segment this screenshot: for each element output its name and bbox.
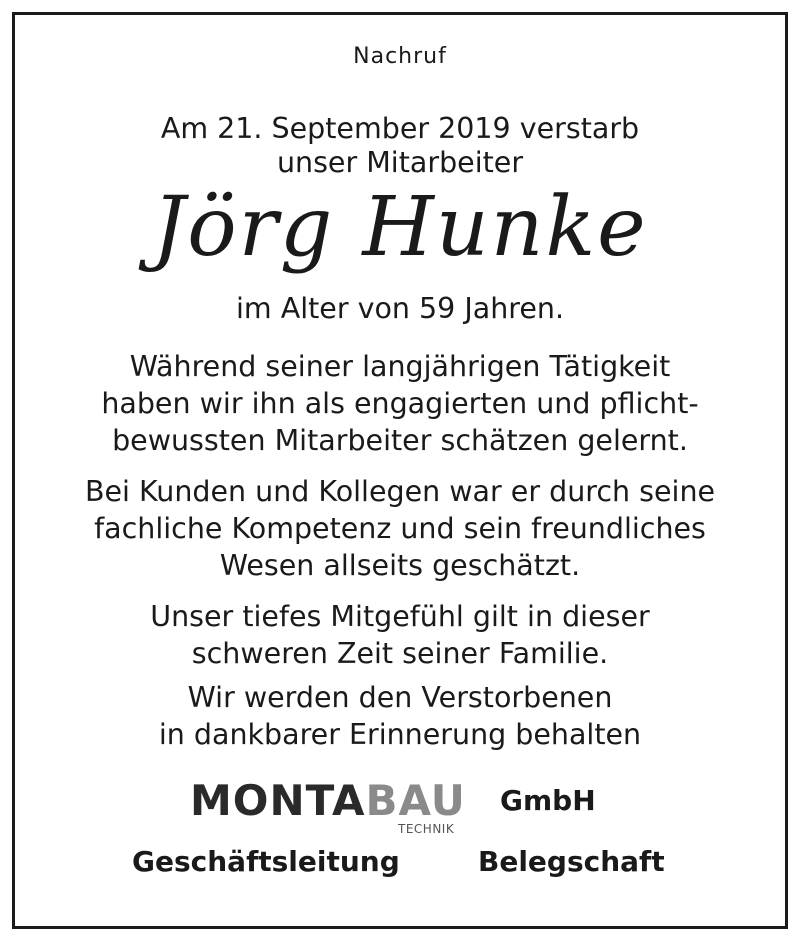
paragraph-1-line-3: bewussten Mitarbeiter schätzen gelernt.: [112, 424, 688, 457]
company-logo: [190, 778, 620, 838]
signature-staff: Belegschaft: [478, 845, 665, 878]
intro-line-1: Am 21. September 2019 verstarb: [160, 112, 640, 145]
paragraph-4-line-1: Wir werden den Verstorbenen: [187, 681, 613, 714]
intro-line-2: unser Mitarbeiter: [276, 146, 524, 179]
signature-management: Geschäftsleitung: [132, 845, 400, 878]
logo-light-part: BAU: [365, 776, 466, 825]
age-line: im Alter von 59 Jahren.: [235, 292, 565, 325]
paragraph-2-line-3: Wesen allseits geschätzt.: [219, 549, 581, 582]
company-logo-wordmark: [190, 778, 466, 824]
paragraph-1-line-1: Während seiner langjährigen Tätigkeit: [129, 350, 671, 383]
deceased-name: Jörg Hunke: [152, 180, 648, 275]
logo-subtitle: TECHNIK: [398, 822, 455, 836]
paragraph-1-line-2: haben wir ihn als engagierten und pflicht-: [101, 387, 699, 420]
paragraph-3-line-2: schweren Zeit seiner Familie.: [191, 637, 609, 670]
paragraph-2-line-2: fachliche Kompetenz und sein freundliches: [94, 512, 706, 545]
paragraph-2-line-1: Bei Kunden und Kollegen war er durch seine: [84, 475, 716, 508]
paragraph-4-line-2: in dankbarer Erinnerung behalten: [158, 718, 642, 751]
paragraph-3-line-1: Unser tiefes Mitgefühl gilt in dieser: [150, 600, 650, 633]
logo-dark-part: MONTA: [190, 776, 366, 825]
company-suffix: GmbH: [500, 784, 596, 817]
notice-header: Nachruf: [353, 44, 447, 69]
